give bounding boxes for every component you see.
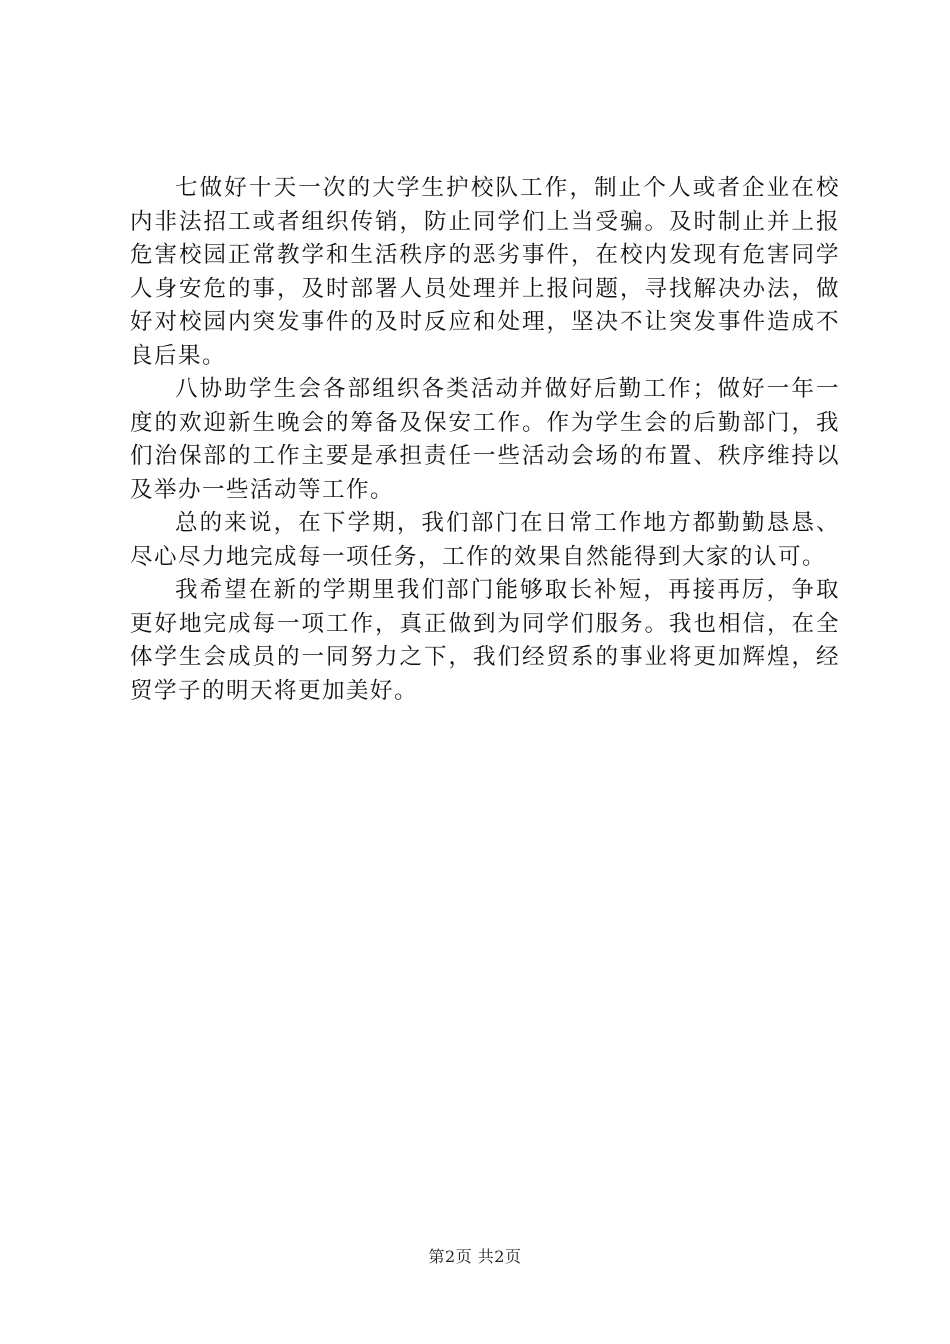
paragraph-4: 我希望在新的学期里我们部门能够取长补短，再接再厉，争取更好地完成每一项工作，真正做到为同学们服务。我也相信，在全体学生会成员的一同努力之下，我们经贸系的事业将更加辉煌，经贸学子的明天将更加美好。 (130, 577, 840, 704)
page-footer: 第2页 共2页 (428, 1247, 522, 1266)
paragraph-1: 七做好十天一次的大学生护校队工作，制止个人或者企业在校内非法招工或者组织传销，防止同学们上当受骗。及时制止并上报危害校园正常教学和生活秩序的恶劣事件，在校内发现有危害同学人身安危的事，及时部署人员处理并上报问题，寻找解决办法，做好对校园内突发事件的及时反应和处理，坚决不让突发事件造成不良后果。 (130, 175, 840, 369)
paragraph-2: 八协助学生会各部组织各类活动并做好后勤工作；做好一年一度的欢迎新生晚会的筹备及保安工作。作为学生会的后勤部门，我们治保部的工作主要是承担责任一些活动会场的布置、秩序维持以及举办一些活动等工作。 (130, 376, 840, 503)
paragraph-3: 总的来说，在下学期，我们部门在日常工作地方都勤勤恳恳、尽心尽力地完成每一项任务，工作的效果自然能得到大家的认可。 (130, 510, 840, 570)
document-body (130, 172, 840, 708)
